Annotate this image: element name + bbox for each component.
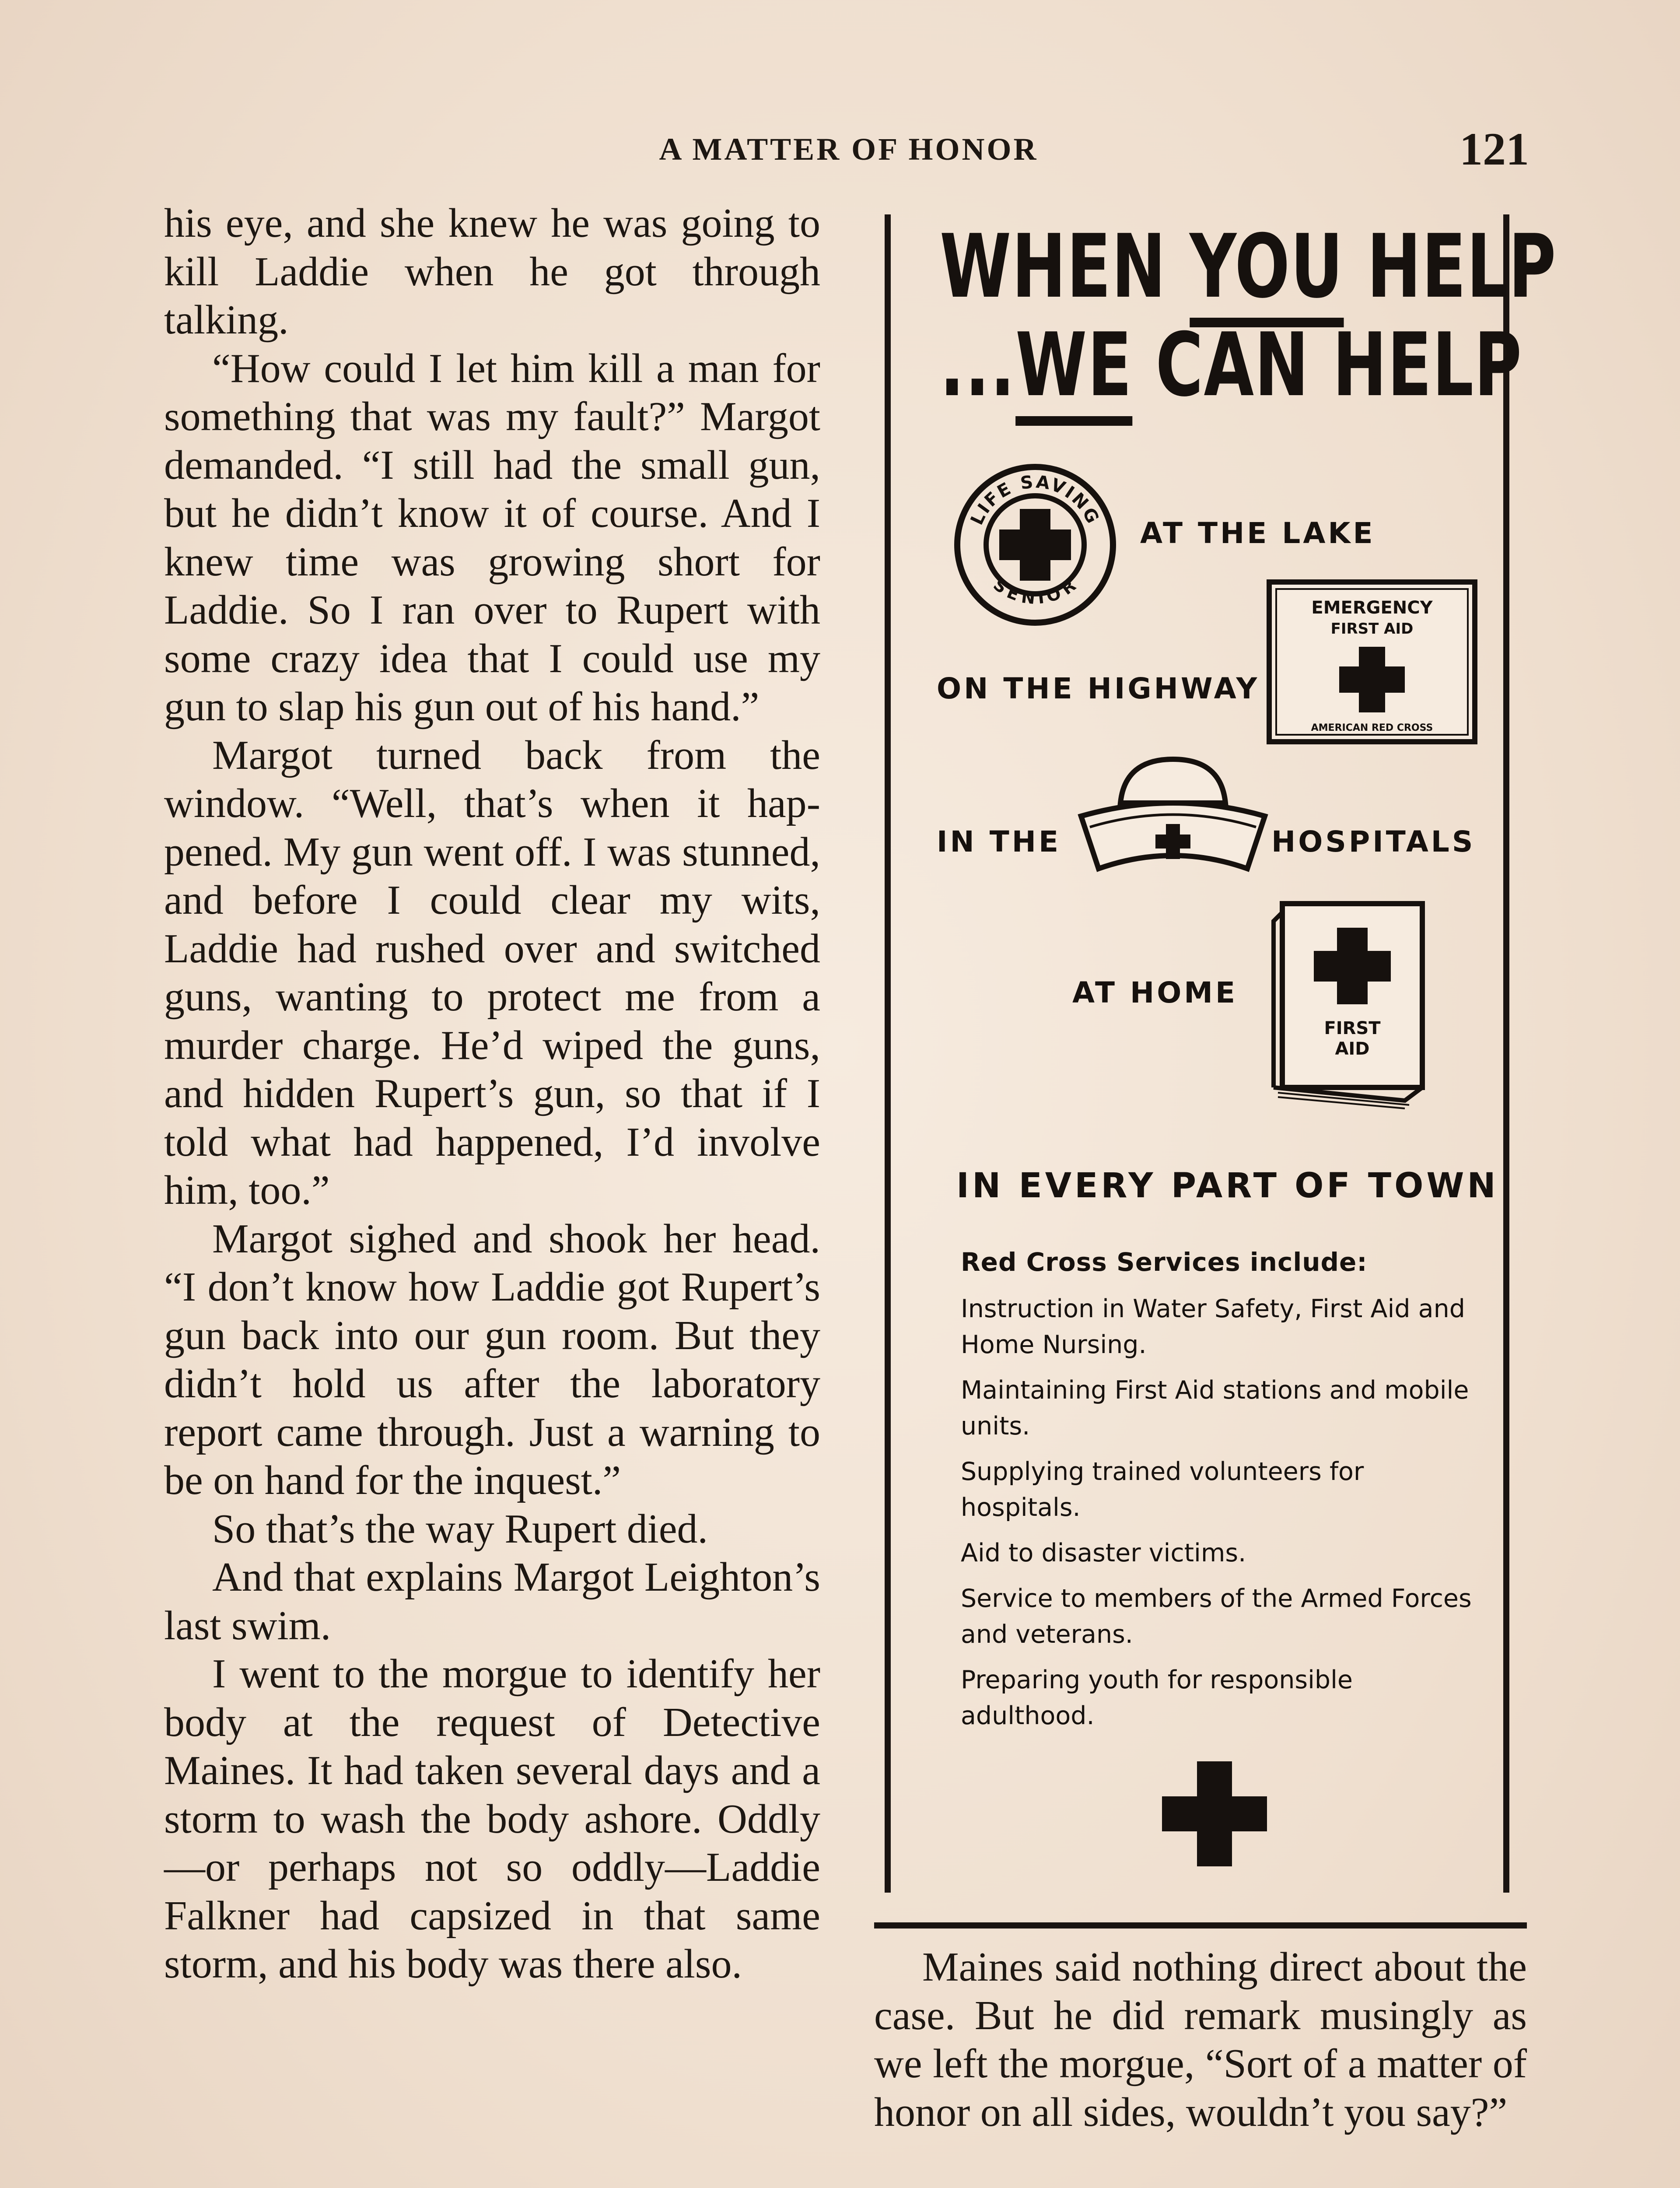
story-column-right — [874, 1943, 1527, 2136]
headline-word: CAN HELP — [1132, 314, 1522, 416]
headline-ellipsis: ... — [940, 314, 1016, 416]
services-heading: Red Cross Services include: — [961, 1247, 1368, 1277]
story-paragraph: So that’s the way Rupert died. — [212, 1506, 708, 1552]
badge-bottom-text: SENIOR — [990, 575, 1081, 608]
ad-headline-line2 — [940, 314, 1522, 416]
label-every-part-of-town: IN EVERY PART OF TOWN — [956, 1166, 1499, 1206]
book-label-line1: FIRST — [1324, 1018, 1381, 1038]
story-paragraph: Margot turned back from the window. “Well, that’s when it happened. My gun went off. I was stunned, and before I could clear my wits, Laddie had rushed over and switched guns, wanting to protect me from a murder charge. He’d wiped the guns, and hidden Rupert’s gun, so that if I told what had happened, I’d involve him, too.” — [164, 732, 820, 1213]
label-on-the-highway: ON THE HIGHWAY — [937, 672, 1260, 705]
label-at-home: AT HOME — [1072, 976, 1238, 1010]
headline-word-you: YOU — [1190, 216, 1344, 327]
running-title: A MATTER OF HONOR — [659, 132, 1039, 167]
story-paragraph: his eye, and she knew he was going to kill Laddie when he got through talking. — [164, 200, 820, 343]
service-item: Service to members of the Armed Forces and veterans. — [961, 1584, 1472, 1649]
red-cross-advertisement — [885, 214, 1557, 1893]
headline-word-we: WE — [1015, 314, 1132, 426]
nurse-cap-icon — [1072, 750, 1274, 895]
ad-bottom-rule — [874, 1922, 1527, 1929]
lifesaving-badge-icon — [952, 462, 1118, 628]
story-paragraph: I went to the morgue to identify her body at the request of Detective Maines. It had taken several days and a storm to wash the body ashore. Oddly—or perhaps not so oddly—Laddie Falkner had capsized in that same storm, and his body was there also. — [164, 1651, 820, 1987]
first-aid-kit-icon — [1265, 578, 1479, 746]
label-in-the: IN THE — [937, 825, 1061, 859]
label-at-the-lake: AT THE LAKE — [1140, 516, 1376, 550]
label-hospitals: HOSPITALS — [1271, 825, 1476, 859]
services-list — [961, 1291, 1473, 1743]
kit-footer-text: AMERICAN RED CROSS — [1311, 722, 1433, 733]
kit-label-line1: EMERGENCY — [1311, 598, 1433, 618]
headline-word: WHEN — [940, 216, 1190, 318]
headline-word: HELP — [1344, 216, 1557, 318]
ad-headline-line1 — [940, 216, 1557, 318]
page-number: 121 — [1460, 123, 1529, 175]
service-item: Supplying trained volunteers for hospitals. — [961, 1457, 1364, 1522]
badge-top-text: LIFE SAVING — [966, 472, 1104, 528]
service-item: Maintaining First Aid stations and mobile units. — [961, 1376, 1469, 1441]
story-column-left — [164, 199, 820, 1988]
story-paragraph: “How could I let him kill a man for something that was my fault?” Margot demanded. “I still had the small gun, but he didn’t know it of course. And I knew time was growing short for Laddie. So I ran over to Rupert with some crazy idea that I could use my gun to slap his gun out of his hand.” — [164, 345, 820, 729]
story-paragraph: And that explains Margot Leighton’s last swim. — [164, 1554, 820, 1648]
service-item: Instruction in Water Safety, First Aid and Home Nursing. — [961, 1294, 1465, 1359]
book-label-line2: AID — [1335, 1039, 1370, 1059]
story-paragraph: Margot sighed and shook her head. “I don’t know how Laddie got Rupert’s gun back into our gun room. But they didn’t hold us after the laboratory report came through. Just a warning to be on hand for the inquest.” — [164, 1216, 820, 1503]
kit-label-line2: FIRST AID — [1330, 620, 1414, 638]
first-aid-book-icon — [1247, 895, 1433, 1109]
service-item: Preparing youth for responsible adulthood. — [961, 1666, 1353, 1730]
story-paragraph: Maines said nothing direct about the case. But he did remark musingly as we left the morgue, “Sort of a matter of honor on all sides, wouldn’t you say?” — [874, 1944, 1527, 2135]
service-item: Aid to disaster victims. — [961, 1539, 1246, 1567]
red-cross-icon — [1162, 1761, 1267, 1866]
